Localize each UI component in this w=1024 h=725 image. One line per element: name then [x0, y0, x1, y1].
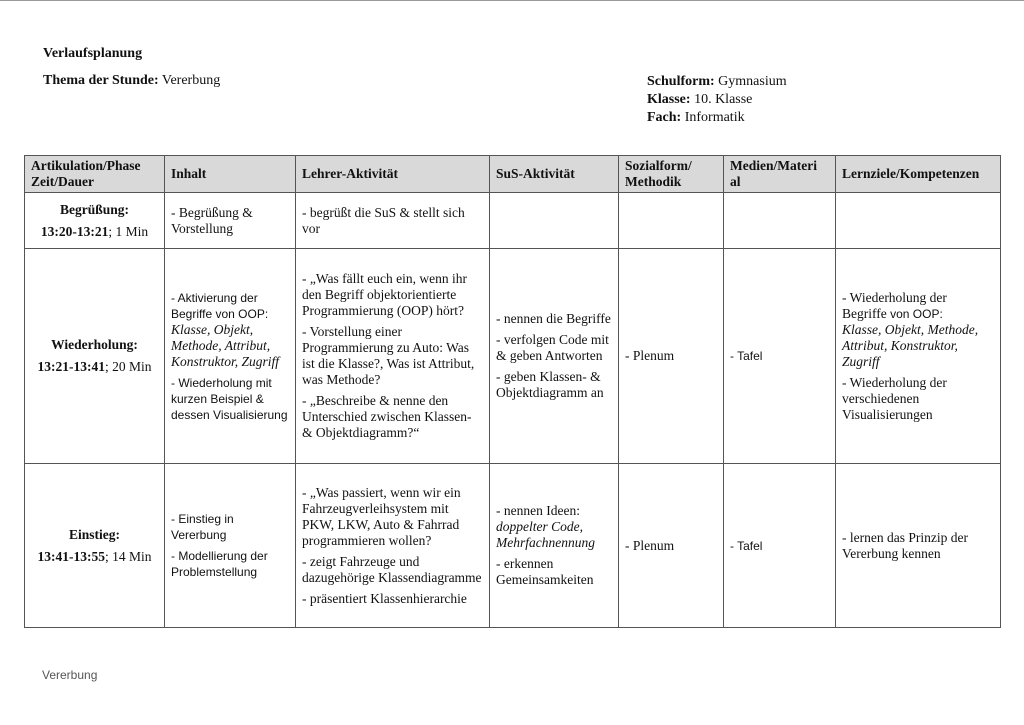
medien-cell: - Tafel [724, 464, 836, 628]
inhalt-cell: - Aktivierung der Begriffe von OOP: Klasse, Objekt, Methode, Attribut, Konstruktor, Zugriff - Wiederholung mit kurzen Beispiel & dessen Visualisierung [165, 249, 296, 464]
lesson-plan-table [24, 155, 1001, 628]
table-row-wiederholung [25, 249, 1001, 464]
school-type-line [647, 73, 787, 91]
lehrer-cell: - „Was fällt euch ein, wenn ihr den Begriff objektorientierte Programmierung (OOP) hört? - Vorstellung einer Programmierung zu Auto: Was ist die Klasse?, Was ist Attribut, was Methode? - „Beschreibe & nenne den Unterschied zwischen Klassen- & Objektdiagramm?“ [296, 249, 490, 464]
phase-time: 13:21-13:41; 20 Min [37, 359, 152, 374]
class-label: Klasse: [647, 92, 691, 107]
phase-cell: Wiederholung: 13:21-13:41; 20 Min [25, 249, 165, 464]
inhalt-cell: - Einstieg in Vererbung - Modellierung der Problemstellung [165, 464, 296, 628]
document-title: Verlaufsplanung [43, 46, 143, 61]
subject-line [647, 109, 787, 127]
sozialform-cell [619, 193, 724, 249]
medien-cell [724, 193, 836, 249]
sozialform-cell: - Plenum [619, 249, 724, 464]
sus-cell [490, 193, 619, 249]
header-phase: Artikulation/Phase Zeit/Dauer [25, 156, 165, 193]
sus-cell: - nennen die Begriffe - verfolgen Code mit & geben Antworten - geben Klassen- & Objektdiagramm an [490, 249, 619, 464]
page-footer: Vererbung [42, 668, 98, 682]
header-inhalt: Inhalt [165, 156, 296, 193]
subject-value: Informatik [681, 110, 745, 125]
lernziele-cell: - lernen das Prinzip der Vererbung kennen [836, 464, 1001, 628]
phase-cell: Einstieg: 13:41-13:55; 14 Min [25, 464, 165, 628]
phase-time: 13:20-13:21; 1 Min [40, 223, 149, 239]
table-row-begruessung [25, 193, 1001, 249]
subject-label: Fach: [647, 110, 682, 125]
lesson-topic [43, 73, 220, 89]
header-lehrer: Lehrer-Aktivität [296, 156, 490, 193]
lehrer-cell: - begrüßt die SuS & stellt sich vor [296, 193, 490, 249]
sozialform-cell: - Plenum [619, 464, 724, 628]
lernziele-cell: - Wiederholung der Begriffe von OOP: Klasse, Objekt, Methode, Attribut, Konstruktor, Zugriff - Wiederholung der verschiedenen Visualisierungen [836, 249, 1001, 464]
school-type-value: Gymnasium [714, 74, 787, 89]
table-header-row [25, 156, 1001, 193]
lernziele-cell [836, 193, 1001, 249]
class-line [647, 91, 787, 109]
page-top-border [0, 0, 1024, 1]
header-sus: SuS-Aktivität [490, 156, 619, 193]
header-lernziele: Lernziele/Kompetenzen [836, 156, 1001, 193]
topic-value: Vererbung [158, 73, 221, 88]
school-type-label: Schulform: [647, 74, 715, 89]
table-row-einstieg [25, 464, 1001, 628]
header-sozialform: Sozialform/ Methodik [619, 156, 724, 193]
medien-cell: - Tafel [724, 249, 836, 464]
class-value: 10. Klasse [690, 92, 753, 107]
inhalt-cell: - Begrüßung & Vorstellung [165, 193, 296, 249]
school-info [647, 73, 787, 127]
topic-label: Thema der Stunde: [43, 73, 159, 88]
header-medien: Medien/Materi al [724, 156, 836, 193]
sus-cell: - nennen Ideen: doppelter Code, Mehrfachnennung - erkennen Gemeinsamkeiten [490, 464, 619, 628]
lehrer-cell: - „Was passiert, wenn wir ein Fahrzeugverleihsystem mit PKW, LKW, Auto & Fahrrad programmieren wollen? - zeigt Fahrzeuge und dazugehörige Klassendiagramme - präsentiert Klassenhierarchie [296, 464, 490, 628]
phase-time: 13:41-13:55; 14 Min [37, 548, 152, 564]
phase-cell: Begrüßung: 13:20-13:21; 1 Min [25, 193, 165, 249]
